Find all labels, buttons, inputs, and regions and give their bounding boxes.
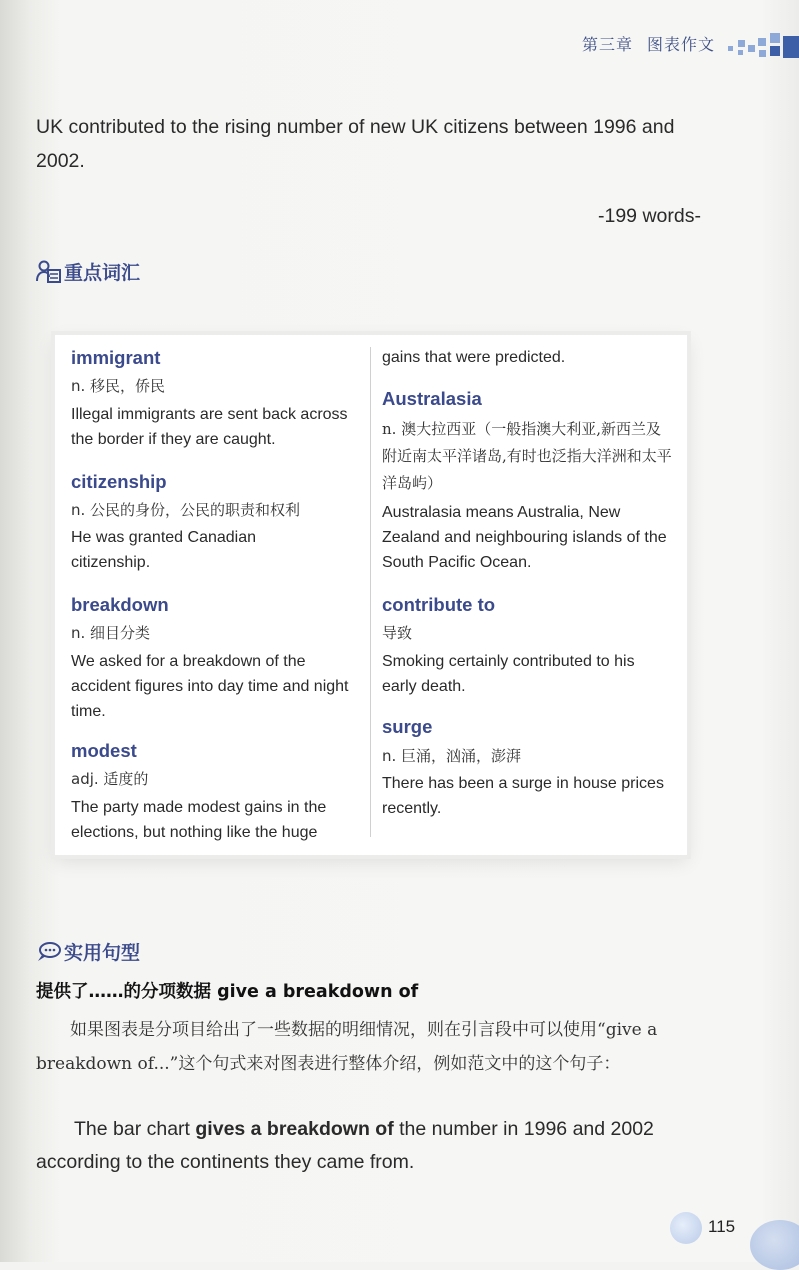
- example-breakdown: We asked for a breakdown of the accident figures into day time and night time.: [71, 653, 349, 720]
- pattern-explanation: 如果图表是分项目给出了一些数据的明细情况，则在引言段中可以使用“give a breakdown of...”这个句式来对图表进行整体介绍，例如范文中的这个句子：: [36, 1020, 658, 1074]
- sentence-section-title: [36, 938, 140, 965]
- page-decoration-bubble-large: [750, 1220, 799, 1270]
- reader-icon: [36, 260, 62, 284]
- term-citizenship: citizenship: [71, 471, 167, 492]
- column-divider: [370, 347, 371, 837]
- chapter-title: 图表作文: [647, 35, 716, 54]
- vocab-section-title: [36, 258, 140, 285]
- def-modest: adj. 适度的: [71, 770, 149, 788]
- intro-paragraph-end: UK contributed to the rising number of new UK citizens between 1996 and 2002.: [36, 116, 675, 172]
- page-decoration-bubble: [670, 1212, 702, 1244]
- term-contribute-to: contribute to: [382, 594, 496, 615]
- example-australasia: Australasia means Australia, New Zealand and neighbouring islands of the South Pacific Ocean.: [382, 504, 667, 571]
- term-surge: surge: [382, 716, 433, 737]
- example-modest-continued: gains that were predicted.: [382, 349, 566, 366]
- chapter-label: 第三章: [582, 35, 634, 54]
- example-citizenship: He was granted Canadian citizenship.: [71, 529, 257, 571]
- def-citizenship: n. 公民的身份，公民的职责和权利: [71, 501, 301, 519]
- vocabulary-box: [55, 335, 687, 855]
- pattern-subheading: 提供了……的分项数据 give a breakdown of: [36, 982, 419, 1002]
- def-australasia: n. 澳大拉西亚（一般指澳大利亚,新西兰及附近南太平洋诸岛,有时也泛指大洋洲和太平洋岛屿）: [382, 420, 672, 492]
- example-contribute-to: Smoking certainly contributed to his early death.: [382, 653, 635, 695]
- example-immigrant: Illegal immigrants are sent back across the border if they are caught.: [71, 406, 348, 448]
- term-breakdown: breakdown: [71, 594, 169, 615]
- def-immigrant: n. 移民，侨民: [71, 377, 166, 395]
- example-modest: The party made modest gains in the elections, but nothing like the huge: [71, 799, 327, 841]
- page-number: 115: [708, 1217, 736, 1236]
- example-text-bold: gives a breakdown of: [195, 1118, 394, 1140]
- example-text-after: the number in 1996 and 2002 according to the continents they came from.: [36, 1118, 654, 1173]
- example-text-before: The bar chart: [74, 1118, 196, 1140]
- pattern-example: [36, 1113, 726, 1179]
- word-count: -199 words-: [598, 205, 701, 227]
- sentence-title-text: 实用句型: [64, 942, 141, 964]
- def-surge: n. 巨涌，汹涌，澎湃: [382, 747, 522, 765]
- speech-bubble-icon: [36, 941, 62, 963]
- header-decoration: [726, 32, 799, 58]
- term-modest: modest: [71, 740, 137, 761]
- term-immigrant: immigrant: [71, 347, 161, 368]
- term-australasia: Australasia: [382, 388, 482, 409]
- example-surge: There has been a surge in house prices recently.: [382, 775, 664, 817]
- def-breakdown: n. 细目分类: [71, 624, 151, 642]
- vocab-title-text: 重点词汇: [64, 262, 141, 284]
- running-header: [582, 32, 715, 55]
- def-contribute-to: 导致: [382, 624, 413, 642]
